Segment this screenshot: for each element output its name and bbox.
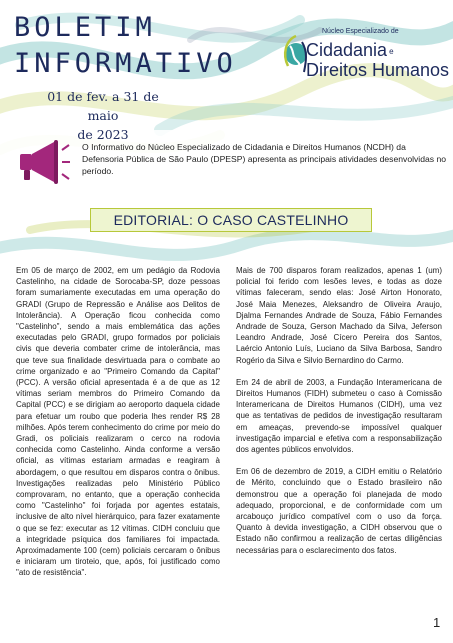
title-line-2: INFORMATIVO	[14, 48, 237, 79]
intro-text: O Informativo do Núcleo Especializado de Cidadania e Direitos Humanos (NCDH) da Defensoria Pública de São Paulo (DPESP) apresenta as principais atividades desenvolvidas no período.	[82, 142, 447, 176]
logo-line-2: Direitos Humanos	[306, 60, 450, 80]
right-paragraph-1: Mais de 700 disparos foram realizados, apenas 1 (um) policial foi ferido com lesões leves, e todas as doze vítimas faleceram, sendo elas: José Airton Honorato, José Maia Menezes, Aleksandro de Oliveira Araujo, Djalma Fernandes Andrade de Souza, Fábio Fernandes Andrade de Souza, Gerson Machado da Silva, Jeferson Leandro Andrade, José Cícero Pereira dos Santos, Laércio Antonio Luís, Luciano da Silva Barbosa, Sandro Rogério da Silva e Silvio Bernardino do Carmo.	[236, 266, 442, 365]
ncdh-logo	[306, 28, 450, 84]
title-line-1: BOLETIM	[14, 12, 156, 43]
logo-line-1	[306, 40, 394, 61]
megaphone-icon	[14, 136, 72, 186]
logo-connector: e	[389, 46, 394, 56]
right-column	[236, 265, 442, 567]
logo-small-text: Núcleo Especializado de	[322, 28, 399, 35]
editorial-heading-box	[90, 208, 372, 232]
logo-globe-icon	[282, 32, 308, 78]
left-column	[16, 265, 220, 590]
bulletin-title	[14, 10, 237, 82]
left-paragraph-1: Em 05 de março de 2002, em um pedágio da Rodovia Castelinho, na cidade de Sorocaba-SP, doze pessoas foram sumariamente executadas em uma operação do GRADI (Grupo de Repressão e Análise aos Delitos de Intolerância). A Operação ficou conhecida como "Castelinho", sendo a mais emblemática das ações executadas pelo GRADI, grupo formados por policiais civis que deveria combater crime de intolerância, mas que teve sua finalidade desvirtuada para o combate ao crime organizado e ao "Primeiro Comando da Capital" (PCC). A versão oficial apresentada é a de que as 12 vítimas seriam membros do Primeiro Comando da Capital (PCC) e se dirigiam ao aeroporto daquela cidade para efetuar um roubo que poderia lhes render R$ 28 milhões. Após terem conhecimento do crime por meio do Gradi, os policiais realizaram o cerco na rodovia conhecida como Castelinho. Ainda conforme a versão oficial, as vítimas estariam armadas e reagiram à abordagem, o que resultou em disparos contra o ônibus. Investigações realizadas pelo Ministério Público comprovaram, no entanto, que a operação conhecida como "Castelinho" foi forjada por agentes estatais, inclusive de alto nível hierárquico, para fazer exatamente o que se fez: executar as 12 vítimas. CIDH concluiu que a integridade psíquica dos familiares foi impactada. Aproximadamente 100 (cem) policiais cercaram o ônibus e iniciaram um tiroteio, que, após, foi justificado como "ato de resistência".	[16, 266, 220, 578]
date-line-2: de 2023	[77, 127, 129, 142]
date-line-1: 01 de fev. a 31 de maio	[47, 89, 159, 123]
right-paragraph-3: Em 06 de dezembro de 2019, a CIDH emitiu o Relatório de Mérito, concluindo que o Estado brasileiro não demonstrou que a operação foi planejada de modo adequado, proporcional, e de conformidade com um arcabouço jurídico compatível com o uso da força. Quanto à devida investigação, a CIDH observou que o Estado não confirmou a realização de certas diligências necessárias para o esclarecimento dos fatos.	[236, 467, 442, 555]
logo-cidadania: Cidadania	[306, 40, 388, 60]
page-number: 1	[433, 615, 441, 630]
intro-section	[0, 130, 453, 194]
right-paragraph-2: Em 24 de abril de 2003, a Fundação Interamericana de Direitos Humanos (FIDH) submeteu o caso à Comissão Interamericana de Direitos Humanos (CIDH), uma vez que as tentativas de pedidos de investigação resultaram em ameaças, prevendo-se impossível qualquer investigação imparcial e efetiva com a responsabilização dos agentes públicos envolvidos.	[236, 377, 442, 455]
editorial-title: EDITORIAL: O CASO CASTELINHO	[113, 212, 349, 228]
